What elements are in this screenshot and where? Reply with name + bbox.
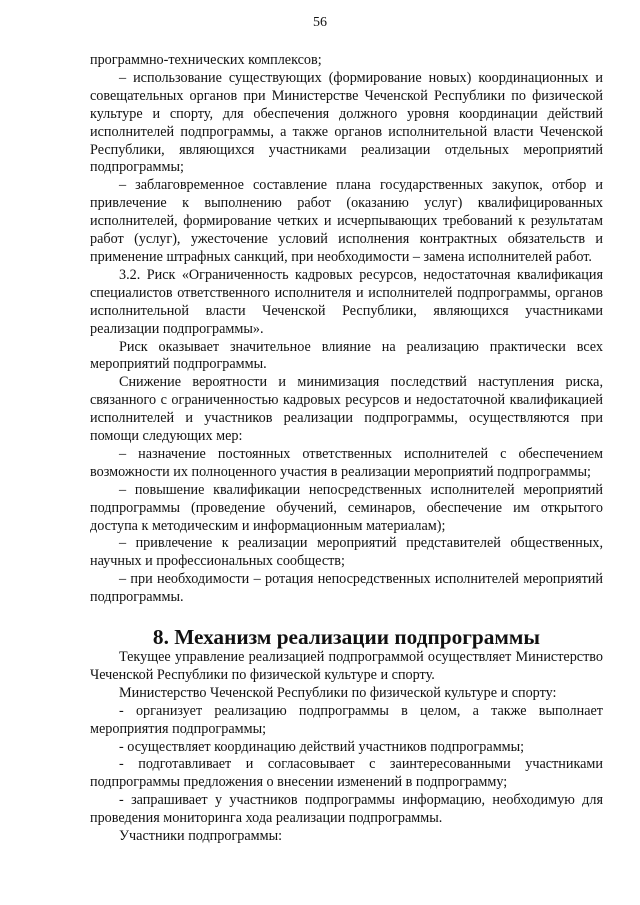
paragraph: Текущее управление реализацией подпрограммой осуществляет Министерство Чеченской Республики по физической культуре и спорту. [90, 649, 603, 683]
paragraph: – использование существующих (формирование новых) координационных и совещательных органов при Министерстве Чеченской Республики по физической культуре и спорту, для обеспечения должного уровня координации действий исполнителей подпрограммы, а также органов исполнительной власти Чеченской Республики, являющихся участниками реализации отдельных мероприятий подпрограммы; [90, 69, 603, 176]
paragraph: программно-технических комплексов; [90, 52, 322, 68]
paragraph: Министерство Чеченской Республики по физической культуре и спорту: [119, 684, 557, 701]
paragraph: Риск оказывает значительное влияние на реализацию практически всех мероприятий подпрограммы. [90, 338, 603, 373]
list-item: - запрашивает у участников подпрограммы информацию, необходимую для проведения мониторинга хода реализации подпрограммы. [90, 792, 603, 827]
section-heading: 8. Механизм реализации подпрограммы [152, 625, 541, 650]
list-item: - осуществляет координацию действий участников подпрограммы; [119, 738, 525, 755]
paragraph: Снижение вероятности и минимизация последствий наступления риска, связанного с ограниченностью кадровых ресурсов и недостаточной квалификацией исполнителей и участников реализации подпрограммы, осуществляются при помощи следующих мер: [90, 374, 603, 445]
page-content [90, 52, 603, 846]
list-item: – повышение квалификации непосредственных исполнителей мероприятий подпрограммы (проведение обучений, семинаров, обеспечение им открытого доступа к методическим и информационным материалам); [90, 481, 603, 534]
paragraph: 3.2. Риск «Ограниченность кадровых ресурсов, недостаточная квалификация специалистов ответственного исполнителя и исполнителей подпрограммы, органов исполнительной власти Чеченской Республики, являющихся участниками реализации подпрограммы». [90, 266, 603, 337]
paragraph: Участники подпрограммы: [119, 828, 283, 845]
list-item: - организует реализацию подпрограммы в целом, а также выполнает мероприятия подпрограммы; [90, 702, 603, 737]
page-number: 56 [313, 15, 327, 30]
list-item: – привлечение к реализации мероприятий представителей общественных, научных и профессиональных сообществ; [90, 535, 603, 570]
list-item: - подготавливает и согласовывает с заинтересованными участниками подпрограммы предложения о внесении изменений в подпрограмму; [90, 756, 603, 791]
paragraph: – заблаговременное составление плана государственных закупок, отбор и привлечение к выполнению работ (оказанию услуг) квалифицированных исполнителей, формирование четких и исчерпывающих требований к результатам работ (услуг), ужесточение условий исполнения контрактных обязательств и применение штрафных санкций, при необходимости – замена исполнителей работ. [90, 177, 603, 265]
list-item: – при необходимости – ротация непосредственных исполнителей мероприятий подпрограммы. [90, 571, 603, 606]
list-item: – назначение постоянных ответственных исполнителей с обеспечением возможности их полноценного участия в реализации мероприятий подпрограммы; [90, 445, 603, 480]
